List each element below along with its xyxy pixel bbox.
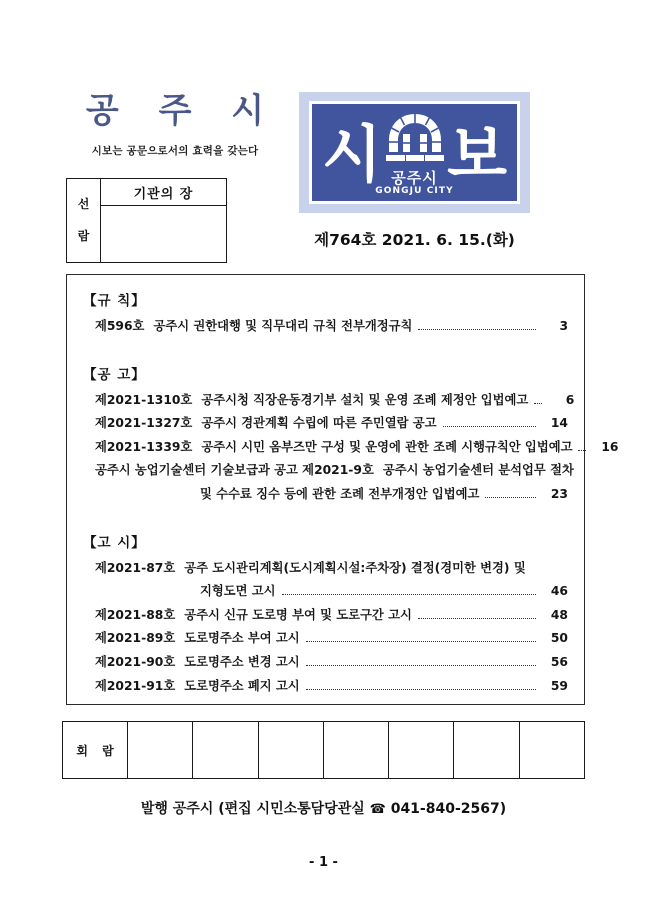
toc-entry-title: 공주시 시민 옴부즈만 구성 및 운영에 관한 조례 시행규칙안 입법예고 xyxy=(201,439,573,454)
toc-entry[interactable] xyxy=(83,560,568,577)
toc-leader-dots xyxy=(443,425,536,427)
title-block xyxy=(60,92,290,158)
toc-entry-title: 공주시 농업기술센터 분석업무 절차 xyxy=(382,463,574,478)
toc-entry-page: 48 xyxy=(550,607,568,622)
toc-entry-number: 제2021-1310호 xyxy=(95,392,193,407)
seonram-label-cell xyxy=(67,179,101,263)
toc-leader-dots xyxy=(418,328,536,330)
toc-leader-dots xyxy=(306,640,536,642)
toc-entry[interactable] xyxy=(83,462,574,479)
toc-entry[interactable] xyxy=(83,607,568,624)
emblem-city-name-kr: 공주시 xyxy=(391,169,438,187)
hoeram-stamp-cell[interactable] xyxy=(519,722,584,779)
toc-entry-page: 59 xyxy=(550,678,568,693)
toc-leader-dots xyxy=(485,496,536,498)
toc-section xyxy=(83,363,619,527)
toc-entry-page: 23 xyxy=(550,486,568,501)
hoeram-stamp-cell[interactable] xyxy=(128,722,193,779)
toc-entry[interactable] xyxy=(83,654,568,671)
toc-entry-number: 제2021-87호 xyxy=(95,560,176,575)
publisher-phone: 041-840-2567) xyxy=(385,801,507,817)
emblem-inner-field xyxy=(309,101,520,204)
issue-number-date: 제764호 2021. 6. 15.(화) xyxy=(314,231,515,249)
hoeram-stamp-cell[interactable] xyxy=(389,722,454,779)
toc-leader-dots xyxy=(306,664,536,666)
toc-leader-dots xyxy=(534,402,542,404)
page-title: 공 주 시 xyxy=(85,91,279,131)
seonram-label-char-1: 선 xyxy=(77,197,90,212)
seonram-approval-table xyxy=(66,178,227,263)
toc-entry-page: 6 xyxy=(565,392,575,407)
toc-entry[interactable] xyxy=(83,583,568,600)
emblem-city-name-en: GONGJU CITY xyxy=(375,186,454,196)
toc-leader-dots xyxy=(418,617,536,619)
toc-leader-dots xyxy=(282,593,536,595)
hoeram-stamp-cell[interactable] xyxy=(323,722,388,779)
toc-entry-page: 16 xyxy=(601,439,619,454)
emblem-char-bo: 보 xyxy=(447,118,507,191)
toc-section-heading: 【규 칙】 xyxy=(83,293,146,309)
toc-entry-title: 도로명주소 부여 고시 xyxy=(184,631,300,646)
toc-entry-title: 공주시청 직장운동경기부 설치 및 운영 조례 제정안 입법예고 xyxy=(201,392,529,407)
page-number: - 1 - xyxy=(309,855,338,870)
toc-entry-title: 지형도면 고시 xyxy=(200,584,276,599)
seonram-signature-cell[interactable] xyxy=(101,206,227,263)
toc-section-gap xyxy=(83,510,568,527)
hoeram-stamp-cell[interactable] xyxy=(454,722,519,779)
toc-entry[interactable] xyxy=(83,415,568,432)
gongju-arch-icon xyxy=(376,112,454,170)
toc-entry[interactable] xyxy=(83,486,568,503)
toc-entry-page: 50 xyxy=(550,631,568,646)
toc-entry-page: 56 xyxy=(550,654,568,669)
toc-entry-title: 공주시 권한대행 및 직무대리 규칙 전부개정규칙 xyxy=(153,319,413,333)
table-of-contents-box xyxy=(66,274,619,705)
toc-section xyxy=(83,531,568,695)
toc-section-heading: 【고 시】 xyxy=(83,534,146,551)
hoeram-label-cell: 회 람 xyxy=(63,722,128,779)
masthead-tagline: 시보는 공문으로서의 효력을 갖는다 xyxy=(91,145,259,158)
toc-entry-number: 제2021-88호 xyxy=(95,607,176,622)
telephone-icon: ☎ xyxy=(369,802,386,817)
publisher-line xyxy=(0,798,647,818)
toc-entry-page: 3 xyxy=(559,319,568,333)
toc-leader-dots xyxy=(532,571,540,572)
seonram-label-char-2: 람 xyxy=(77,228,90,243)
toc-entry-number: 제2021-90호 xyxy=(95,654,176,669)
toc-entry-number: 제596호 xyxy=(95,319,145,333)
toc-entry[interactable] xyxy=(83,318,568,335)
toc-entry[interactable] xyxy=(83,630,568,647)
hoeram-circulation-table xyxy=(62,721,585,779)
sibo-emblem xyxy=(299,92,530,213)
table-row xyxy=(63,722,585,779)
toc-entry[interactable] xyxy=(83,439,619,456)
toc-leader-dots xyxy=(306,688,536,690)
toc-section xyxy=(83,289,568,359)
toc-leader-dots xyxy=(580,473,588,474)
toc-entry-title: 공주 도시관리계획(도시계획시설:주차장) 결정(경미한 변경) 및 xyxy=(184,560,526,575)
seonram-header-cell: 기관의 장 xyxy=(101,179,227,206)
masthead xyxy=(0,0,647,270)
toc-entry-number: 제2021-91호 xyxy=(95,678,176,693)
toc-entry[interactable] xyxy=(83,392,575,409)
toc-entry-title: 공주시 신규 도로명 부여 및 도로구간 고시 xyxy=(184,607,412,622)
hoeram-stamp-cell[interactable] xyxy=(193,722,258,779)
toc-section-gap xyxy=(83,342,568,359)
publisher-prefix: 발행 공주시 (편집 시민소통담당관실 xyxy=(140,801,370,817)
toc-entry-title: 및 수수료 징수 등에 관한 조례 전부개정안 입법예고 xyxy=(200,486,480,501)
toc-entry-title: 도로명주소 폐지 고시 xyxy=(184,678,300,693)
toc-entry-number: 제2021-1327호 xyxy=(95,416,193,431)
toc-entry[interactable] xyxy=(83,678,568,695)
toc-entry-number: 제2021-89호 xyxy=(95,631,176,646)
toc-entry-title: 공주시 경관계획 수립에 따른 주민열람 공고 xyxy=(201,416,437,431)
toc-entry-number: 제2021-1339호 xyxy=(95,439,193,454)
toc-entry-number: 공주시 농업기술센터 기술보급과 공고 제2021-9호 xyxy=(95,463,374,478)
toc-entry-page: 46 xyxy=(550,584,568,599)
toc-entry-title: 도로명주소 변경 고시 xyxy=(184,654,300,669)
emblem-char-si: 시 xyxy=(322,118,382,191)
hoeram-stamp-cell[interactable] xyxy=(258,722,323,779)
toc-leader-dots xyxy=(578,449,586,451)
toc-entry-page: 14 xyxy=(550,416,568,431)
toc-section-heading: 【공 고】 xyxy=(83,366,146,383)
